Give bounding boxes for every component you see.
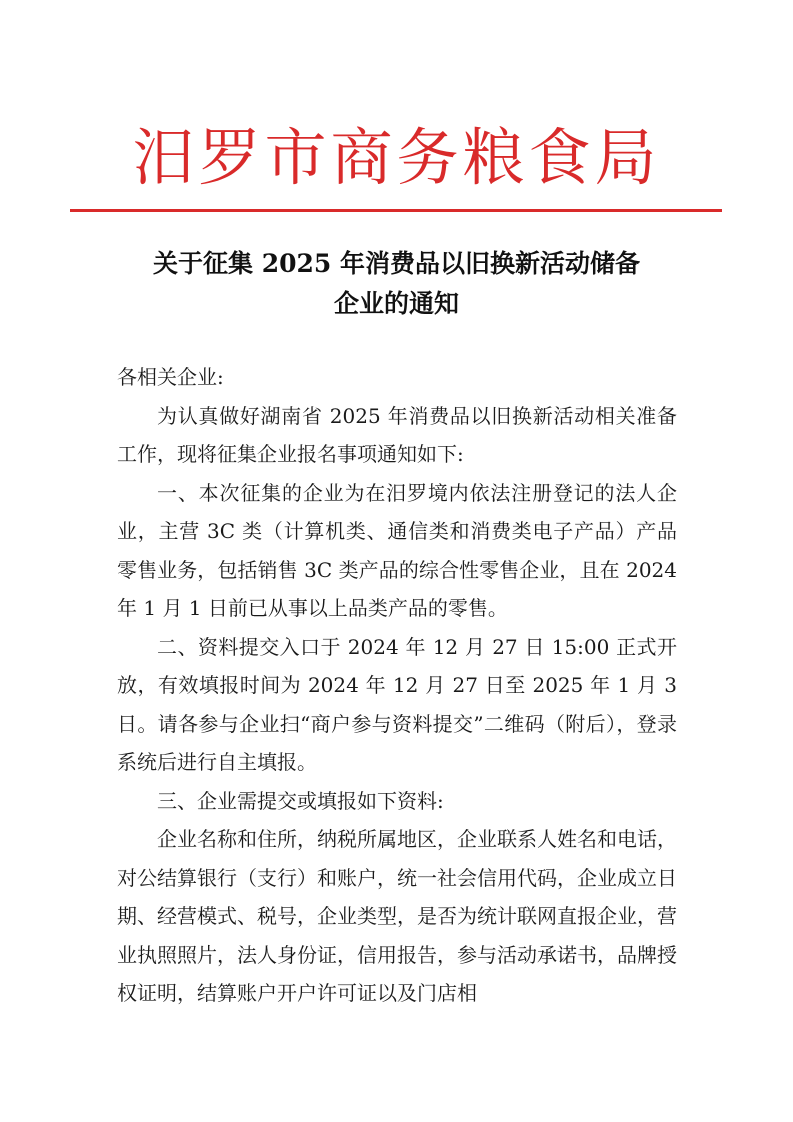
document-body [117, 358, 677, 1013]
document-title-line-1: 关于征集 2025 年消费品以旧换新活动储备 [153, 249, 640, 278]
paragraph-item-2: 二、资料提交入口于 2024 年 12 月 27 日 15:00 正式开放，有效填报时间为 2024 年 12 月 27 日至 2025 年 1 月 3 日。请各参与企业扫“商户参与资料提交”二维码（附后），登录系统后进行自主填报。 [117, 634, 677, 774]
paragraph-item-3-heading: 三、企业需提交或填报如下资料: [157, 788, 444, 813]
paragraph-item-1: 一、本次征集的企业为在汨罗境内依法注册登记的法人企业，主营 3C 类（计算机类、通信类和消费类电子产品）产品零售业务，包括销售 3C 类产品的综合性零售企业，且在 2024 年 1 月 1 日前已从事以上品类产品的零售。 [117, 480, 677, 620]
issuer-header: 汨罗市商务粮食局 [132, 121, 661, 194]
document-title [60, 244, 733, 324]
paragraph-item-3-details: 企业名称和住所，纳税所属地区，企业联系人姓名和电话，对公结算银行（支行）和账户，统一社会信用代码，企业成立日期、经营模式、税号，企业类型，是否为统计联网直报企业，营业执照照片，法人身份证，信用报告，参与活动承诺书，品牌授权证明，结算账户开户许可证以及门店相 [117, 827, 677, 1005]
document-title-line-2: 企业的通知 [333, 289, 459, 318]
salutation: 各相关企业: [117, 365, 224, 389]
header-red-rule [70, 209, 722, 212]
paragraph-intro: 为认真做好湖南省 2025 年消费品以旧换新活动相关准备工作，现将征集企业报名事项通知如下: [117, 403, 677, 466]
